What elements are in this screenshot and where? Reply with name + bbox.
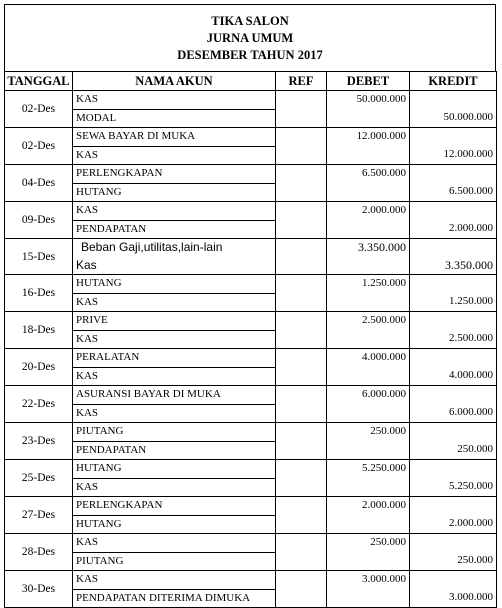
credit-account-name: KAS xyxy=(76,480,99,493)
entry-credit xyxy=(410,312,497,349)
entry-ref xyxy=(276,423,327,460)
journal-body xyxy=(5,91,497,608)
entry-date: 18-Des xyxy=(5,312,73,349)
credit-account-name: PIUTANG xyxy=(76,554,124,567)
entry-debit xyxy=(327,128,410,165)
entry-ref xyxy=(276,497,327,534)
debit-account-name: KAS xyxy=(73,202,275,221)
entry-accounts xyxy=(73,386,276,423)
entry-accounts xyxy=(73,497,276,534)
entry-debit xyxy=(327,312,410,349)
column-header-account: NAMA AKUN xyxy=(73,72,276,91)
entry-debit xyxy=(327,534,410,571)
entry-date: 27-Des xyxy=(5,497,73,534)
debit-amount: 2.000.000 xyxy=(362,204,406,216)
credit-amount: 2.500.000 xyxy=(449,332,493,344)
column-header-debit: DEBET xyxy=(327,72,410,91)
entry-ref xyxy=(276,349,327,386)
entry-accounts xyxy=(73,349,276,386)
entry-date: 09-Des xyxy=(5,202,73,239)
credit-amount: 1.250.000 xyxy=(449,295,493,307)
entry-debit xyxy=(327,202,410,239)
entry-accounts xyxy=(73,571,276,608)
credit-amount: 250.000 xyxy=(457,554,493,566)
journal-entry-row xyxy=(5,349,497,386)
debit-account-name: PRIVE xyxy=(73,312,275,331)
entry-ref xyxy=(276,202,327,239)
debit-amount: 50.000.000 xyxy=(356,93,406,105)
debit-amount: 12.000.000 xyxy=(356,130,406,142)
credit-amount: 2.000.000 xyxy=(449,222,493,234)
company-name: TIKA SALON xyxy=(211,13,289,28)
entry-debit xyxy=(327,91,410,128)
entry-accounts xyxy=(73,91,276,128)
entry-accounts xyxy=(73,128,276,165)
journal-sheet xyxy=(4,4,496,608)
entry-debit xyxy=(327,386,410,423)
debit-amount: 4.000.000 xyxy=(362,351,406,363)
entry-credit xyxy=(410,165,497,202)
journal-header xyxy=(4,4,496,71)
column-header-date: TANGGAL xyxy=(5,72,73,91)
credit-account-name: PENDAPATAN xyxy=(76,222,147,235)
credit-amount: 3.000.000 xyxy=(449,591,493,603)
entry-debit xyxy=(327,275,410,312)
credit-account-name: PENDAPATAN DITERIMA DIMUKA xyxy=(76,591,251,604)
entry-accounts xyxy=(73,165,276,202)
credit-account-name: KAS xyxy=(76,369,99,382)
credit-account-name: KAS xyxy=(76,332,99,345)
entry-credit xyxy=(410,239,497,275)
debit-amount: 2.500.000 xyxy=(362,314,406,326)
journal-entry-row xyxy=(5,165,497,202)
entry-accounts xyxy=(73,534,276,571)
debit-account-name: PIUTANG xyxy=(73,423,275,442)
debit-amount: 2.000.000 xyxy=(362,499,406,511)
debit-amount: 3.350.000 xyxy=(358,240,406,254)
credit-amount: 12.000.000 xyxy=(443,148,493,160)
entry-credit xyxy=(410,275,497,312)
entry-credit xyxy=(410,571,497,608)
credit-amount: 3.350.000 xyxy=(445,258,493,272)
debit-amount: 6.500.000 xyxy=(362,167,406,179)
entry-ref xyxy=(276,386,327,423)
debit-account-name: PERALATAN xyxy=(73,349,275,368)
credit-amount: 5.250.000 xyxy=(449,480,493,492)
journal-entry-row xyxy=(5,571,497,608)
entry-ref xyxy=(276,571,327,608)
journal-entry-row xyxy=(5,386,497,423)
entry-credit xyxy=(410,349,497,386)
entry-debit xyxy=(327,497,410,534)
credit-account-name: PENDAPATAN xyxy=(76,443,147,456)
journal-entry-row xyxy=(5,128,497,165)
entry-ref xyxy=(276,460,327,497)
debit-account-name: ASURANSI BAYAR DI MUKA xyxy=(73,386,275,405)
entry-date: 02-Des xyxy=(5,91,73,128)
credit-amount: 4.000.000 xyxy=(449,369,493,381)
journal-entry-row xyxy=(5,534,497,571)
entry-credit xyxy=(410,423,497,460)
credit-amount: 6.000.000 xyxy=(449,406,493,418)
credit-amount: 6.500.000 xyxy=(449,185,493,197)
journal-table xyxy=(4,71,497,608)
debit-amount: 250.000 xyxy=(370,425,406,437)
entry-accounts xyxy=(73,460,276,497)
entry-credit xyxy=(410,460,497,497)
debit-account-name: HUTANG xyxy=(73,460,275,479)
entry-credit xyxy=(410,534,497,571)
entry-ref xyxy=(276,534,327,571)
journal-entry-row xyxy=(5,460,497,497)
journal-title: JURNA UMUM xyxy=(206,30,294,45)
entry-ref xyxy=(276,275,327,312)
entry-date: 04-Des xyxy=(5,165,73,202)
debit-amount: 3.000.000 xyxy=(362,573,406,585)
debit-account-name: KAS xyxy=(73,91,275,110)
journal-period: DESEMBER TAHUN 2017 xyxy=(177,47,323,62)
entry-credit xyxy=(410,202,497,239)
debit-account-name: Beban Gaji,utilitas,lain-lain xyxy=(81,240,223,254)
entry-credit xyxy=(410,91,497,128)
journal-entry-row xyxy=(5,275,497,312)
debit-amount: 5.250.000 xyxy=(362,462,406,474)
entry-ref xyxy=(276,128,327,165)
entry-accounts xyxy=(73,312,276,349)
entry-debit xyxy=(327,571,410,608)
entry-date: 23-Des xyxy=(5,423,73,460)
entry-date: 28-Des xyxy=(5,534,73,571)
credit-account-name: KAS xyxy=(76,295,99,308)
credit-account-name: KAS xyxy=(76,148,99,161)
entry-ref xyxy=(276,239,327,275)
entry-accounts xyxy=(73,423,276,460)
entry-date: 02-Des xyxy=(5,128,73,165)
entry-accounts xyxy=(73,275,276,312)
entry-accounts xyxy=(73,239,276,275)
entry-ref xyxy=(276,165,327,202)
journal-entry-row xyxy=(5,497,497,534)
entry-date: 30-Des xyxy=(5,571,73,608)
credit-amount: 50.000.000 xyxy=(443,111,493,123)
credit-account-name: MODAL xyxy=(76,111,117,124)
credit-amount: 2.000.000 xyxy=(449,517,493,529)
entry-debit xyxy=(327,239,410,275)
credit-account-name: HUTANG xyxy=(76,185,122,198)
journal-entry-row xyxy=(5,312,497,349)
journal-entry-row xyxy=(5,91,497,128)
entry-debit xyxy=(327,165,410,202)
column-header-credit: KREDIT xyxy=(410,72,497,91)
debit-account-name: KAS xyxy=(73,534,275,553)
debit-account-name: KAS xyxy=(73,571,275,590)
journal-entry-row xyxy=(5,423,497,460)
entry-debit xyxy=(327,423,410,460)
entry-credit xyxy=(410,128,497,165)
entry-date: 20-Des xyxy=(5,349,73,386)
entry-debit xyxy=(327,349,410,386)
journal-entry-row xyxy=(5,202,497,239)
entry-credit xyxy=(410,497,497,534)
debit-amount: 1.250.000 xyxy=(362,277,406,289)
entry-date: 16-Des xyxy=(5,275,73,312)
entry-date: 25-Des xyxy=(5,460,73,497)
debit-account-name: HUTANG xyxy=(73,275,275,294)
credit-account-name: KAS xyxy=(76,406,99,419)
credit-amount: 250.000 xyxy=(457,443,493,455)
debit-account-name: PERLENGKAPAN xyxy=(73,497,275,516)
journal-entry-row xyxy=(5,239,497,275)
debit-amount: 6.000.000 xyxy=(362,388,406,400)
credit-account-name: Kas xyxy=(76,257,97,272)
entry-date: 22-Des xyxy=(5,386,73,423)
debit-account-name: SEWA BAYAR DI MUKA xyxy=(73,128,275,147)
entry-date: 15-Des xyxy=(5,239,73,275)
column-header-ref: REF xyxy=(276,72,327,91)
entry-debit xyxy=(327,460,410,497)
debit-amount: 250.000 xyxy=(370,536,406,548)
entry-ref xyxy=(276,91,327,128)
entry-credit xyxy=(410,386,497,423)
entry-accounts xyxy=(73,202,276,239)
column-header-row xyxy=(5,72,497,91)
credit-account-name: HUTANG xyxy=(76,517,122,530)
debit-account-name: PERLENGKAPAN xyxy=(73,165,275,184)
entry-ref xyxy=(276,312,327,349)
